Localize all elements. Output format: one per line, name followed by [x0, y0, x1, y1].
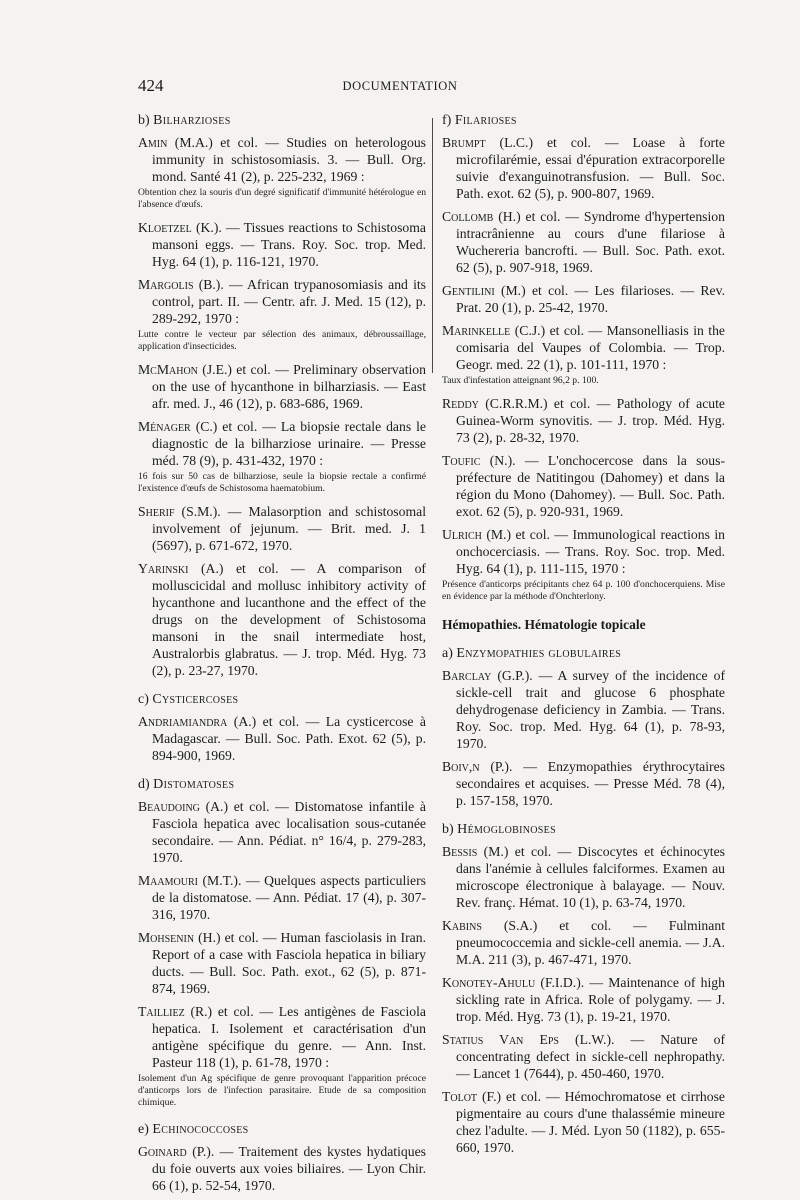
entry-citation: (G.P.). — A survey of the incidence of sickle-cell trait and glucose 6 phosphate dehydrogenase deficiency in Zambia. — Trans. Roy. Soc. trop. Med. Hyg. 64 (1), p. 78-93, 1970.: [456, 668, 726, 751]
bibliography-entry: [138, 713, 426, 764]
section-title: Bilharzioses: [153, 113, 231, 128]
entry-citation: (P.). — Enzymopathies érythrocytaires secondaires et acquises. — Presse Méd. 78 (4), p. 157-158, 1970.: [456, 759, 725, 808]
entry-citation: (A.) et col. — Distomatose infantile à Fasciola hepatica avec localisation sous-cutanée secondaire. — Ann. Pédiat. n° 16/4, p. 279-283, 1970.: [152, 799, 427, 865]
chapter-heading: Hémopathies. Hématologie topicale: [442, 617, 646, 632]
entry-author: Andriamiandra: [138, 714, 228, 729]
entry-author: Kloetzel: [138, 220, 192, 235]
bibliography-entry: [138, 503, 426, 554]
page-number: 424: [138, 76, 164, 95]
entry-citation: (M.) et col. — Immunological reactions in onchocerciasis. — Trans. Roy. Soc. trop. Med. Hyg. 64 (1), p. 111-115, 1970 :: [456, 527, 725, 576]
entry-note: 16 fois sur 50 cas de bilharziose, seule la biopsie rectale a confirmé l'existence d'œufs de Schistosoma haematobium.: [138, 471, 426, 494]
entry-author: Sherif: [138, 504, 175, 519]
section-letter: a): [442, 646, 453, 661]
entry-note: Obtention chez la souris d'un degré significatif d'immunité hétérologue en l'absence d'œufs.: [138, 187, 426, 210]
entry-author: Ménager: [138, 419, 191, 434]
bibliography-entry: [138, 560, 426, 679]
section-heading: [442, 645, 725, 663]
entry-author: Boiv,n: [442, 759, 480, 774]
section-letter: d): [138, 777, 150, 792]
bibliography-entry: [442, 395, 725, 446]
section-heading: [442, 112, 725, 130]
bibliography-entry: [138, 418, 426, 469]
entry-author: Maamouri: [138, 873, 198, 888]
section-heading: [442, 821, 725, 839]
entry-citation: (C.J.) et col. — Mansonelliasis in the comisaria del Vaupes of Colombia. — Trop. Geogr. med. 22 (1), p. 101-111, 1970 :: [456, 323, 725, 372]
section-title: Hémoglobinoses: [457, 822, 556, 837]
section-heading: [138, 776, 426, 794]
entry-citation: (S.A.) et col. — Fulminant pneumococcemia and sickle-cell anemia. — J.A. M.A. 211 (3), p. 467-471, 1970.: [456, 918, 725, 967]
entry-author: Amin: [138, 135, 168, 150]
entry-author: Yarinski: [138, 561, 189, 576]
running-title: DOCUMENTATION: [342, 79, 458, 93]
entry-citation: (B.). — African trypanosomiasis and its control, part. II. — Centr. afr. J. Med. 15 (12), p. 289-292, 1970 :: [152, 277, 426, 326]
bibliography-entry: [442, 758, 725, 809]
entry-author: Goinard: [138, 1144, 187, 1159]
section-letter: c): [138, 692, 149, 707]
entry-author: Bessis: [442, 844, 478, 859]
entry-citation: (C.R.R.M.) et col. — Pathology of acute Guinea-Worm synovitis. — J. trop. Méd. Hyg. 73 (2), p. 28-32, 1970.: [456, 396, 726, 445]
section-heading: [138, 1121, 426, 1139]
right-column: [442, 112, 725, 1162]
entry-author: Tailliez: [138, 1004, 185, 1019]
entry-note: Présence d'anticorps précipitants chez 64 p. 100 d'onchocerquiens. Mise en évidence par la méthode d'Onchterlony.: [442, 579, 725, 602]
entry-note: Isolement d'un Ag spécifique de genre provoquant l'apparition précoce d'anticorps lors de l'infection parasitaire. Etude de sa composition chimique.: [138, 1073, 426, 1108]
bibliography-entry: [138, 929, 426, 997]
bibliography-entry: [138, 361, 426, 412]
entry-note: Lutte contre le vecteur par sélection des animaux, débroussaillage, application d'insecticides.: [138, 329, 426, 352]
entry-citation: (A.) et col. — A comparison of molluscicidal and mollusc inhibitory activity of hycanthone and lucanthone and the effect of the drugs on the development of Schistosoma mansoni in the snail intermediate host, Australorbis glabratus. — J. trop. Méd. Hyg. 73 (2), p. 23-27, 1970.: [152, 561, 426, 678]
entry-citation: (S.M.). — Malasorption and schistosomal involvement of jejunum. — Brit. med. J. 1 (5697), p. 671-672, 1970.: [152, 504, 426, 553]
entry-author: Ulrich: [442, 527, 482, 542]
left-column: [138, 112, 426, 1200]
column-rule: [432, 118, 433, 373]
bibliography-entry: [138, 798, 426, 866]
entry-citation: (M.T.). — Quelques aspects particuliers de la distomatose. — Ann. Pédiat. 17 (4), p. 307-316, 1970.: [152, 873, 427, 922]
bibliography-entry: [442, 917, 725, 968]
bibliography-entry: [442, 208, 725, 276]
entry-author: McMahon: [138, 362, 198, 377]
bibliography-entry: [442, 526, 725, 577]
entry-author: Brumpt: [442, 135, 486, 150]
bibliography-entry: [138, 276, 426, 327]
bibliography-entry: [442, 843, 725, 911]
section-letter: f): [442, 113, 452, 128]
bibliography-entry: [442, 1031, 725, 1082]
entry-author: Gentilini: [442, 283, 495, 298]
section-title: Filarioses: [454, 113, 517, 128]
entry-citation: (L.W.). — Nature of concentrating defect in sickle-cell nephropathy. — Lancet 1 (7644), p. 450-460, 1970.: [456, 1032, 725, 1081]
entry-citation: (R.) et col. — Les antigènes de Fasciola hepatica. I. Isolement et caractérisation d'un antigène spécifique du genre. — Ann. Inst. Pasteur 118 (1), p. 61-78, 1970 :: [152, 1004, 426, 1070]
entry-note: Taux d'infestation atteignant 96,2 p. 100.: [442, 375, 599, 386]
entry-citation: (M.A.) et col. — Studies on heterologous immunity in schistosomiasis. 3. — Bull. Org. mond. Santé 41 (2), p. 225-232, 1969 :: [152, 135, 426, 184]
section-letter: e): [138, 1122, 149, 1137]
entry-citation: (M.) et col. — Les filarioses. — Rev. Prat. 20 (1), p. 25-42, 1970.: [456, 283, 726, 315]
section-title: Distomatoses: [153, 777, 235, 792]
entry-author: Marinkelle: [442, 323, 511, 338]
entry-citation: (J.E.) et col. — Preliminary observation on the use of hycanthone in bilharziasis. — East afr. med. J., 46 (12), p. 683-686, 1969.: [152, 362, 426, 411]
bibliography-entry: [442, 974, 725, 1025]
entry-citation: (C.) et col. — La biopsie rectale dans le diagnostic de la bilharziose urinaire. — Presse méd. 78 (9), p. 431-432, 1970 :: [152, 419, 426, 468]
entry-citation: (M.) et col. — Discocytes et échinocytes dans l'anémie à cellules falciformes. Examen au microscope électronique à balayage. — Nouv. Rev. franç. Hémat. 10 (1), p. 63-74, 1970.: [456, 844, 726, 910]
entry-author: Statius Van Eps: [442, 1032, 559, 1047]
entry-author: Reddy: [442, 396, 479, 411]
section-title: Enzymopathies globulaires: [456, 646, 622, 661]
entry-citation: (L.C.) et col. — Loase à forte microfilarémie, essai d'épuration extracorporelle suivie d'exanguinotransfusion. — Bull. Soc. Path. exot. 62 (5), p. 900-807, 1969.: [456, 135, 725, 201]
entry-citation: (P.). — Traitement des kystes hydatiques du foie ouverts aux voies biliaires. — Lyon Chir. 66 (1), p. 52-54, 1970.: [152, 1144, 427, 1193]
entry-citation: (F.) et col. — Hémochromatose et cirrhose pigmentaire au cours d'une thalassémie mineure chez l'adulte. — J. Méd. Lyon 50 (1182), p. 655-660, 1970.: [456, 1089, 726, 1155]
bibliography-entry: [138, 872, 426, 923]
entry-author: Kabins: [442, 918, 482, 933]
bibliography-entry: [442, 282, 725, 316]
entry-author: Collomb: [442, 209, 494, 224]
bibliography-entry: [138, 219, 426, 270]
bibliography-entry: [442, 452, 725, 520]
bibliography-entry: [138, 1003, 426, 1071]
entry-author: Toufic: [442, 453, 481, 468]
section-letter: b): [442, 822, 454, 837]
entry-citation: (K.). — Tissues reactions to Schistosoma mansoni eggs. — Trans. Roy. Soc. trop. Med. Hyg. 64 (1), p. 116-121, 1970.: [152, 220, 426, 269]
entry-citation: (F.I.D.). — Maintenance of high sickling rate in Africa. Role of polygamy. — J. trop. Méd. Hyg. 73 (1), p. 19-21, 1970.: [456, 975, 725, 1024]
entry-citation: (H.) et col. — Human fasciolasis in Iran. Report of a case with Fasciola hepatica in biliary ducts. — Bull. Soc. Path. exot., 62 (5), p. 871-874, 1969.: [152, 930, 427, 996]
section-title: Echinococcoses: [152, 1122, 249, 1137]
entry-author: Beaudoing: [138, 799, 200, 814]
bibliography-entry: [442, 1088, 725, 1156]
entry-citation: (N.). — L'onchocercose dans la sous-préfecture de Natitingou (Dahomey) et dans la région du Mono (Dahomey). — Bull. Soc. Path. exot. 62 (5), p. 920-931, 1969.: [456, 453, 725, 519]
section-heading: [138, 691, 426, 709]
section-letter: b): [138, 113, 150, 128]
entry-citation: (H.) et col. — Syndrome d'hypertension intracrânienne au cours d'une filariose à Wuchereria bancrofti. — Bull. Soc. Path. exot. 62 (5), p. 907-918, 1969.: [456, 209, 725, 275]
entry-author: Konotey-Ahulu: [442, 975, 536, 990]
bibliography-entry: [442, 134, 725, 202]
bibliography-entry: [138, 1143, 426, 1194]
entry-author: Margolis: [138, 277, 194, 292]
entry-author: Mohsenin: [138, 930, 195, 945]
bibliography-entry: [442, 667, 725, 752]
entry-author: Barclay: [442, 668, 492, 683]
bibliography-entry: [442, 322, 725, 373]
section-title: Cysticercoses: [152, 692, 239, 707]
bibliography-entry: [138, 134, 426, 185]
entry-citation: (A.) et col. — La cysticercose à Madagascar. — Bull. Soc. Path. Exot. 62 (5), p. 894-900, 1969.: [152, 714, 426, 763]
section-heading: [138, 112, 426, 130]
entry-author: Tolot: [442, 1089, 478, 1104]
